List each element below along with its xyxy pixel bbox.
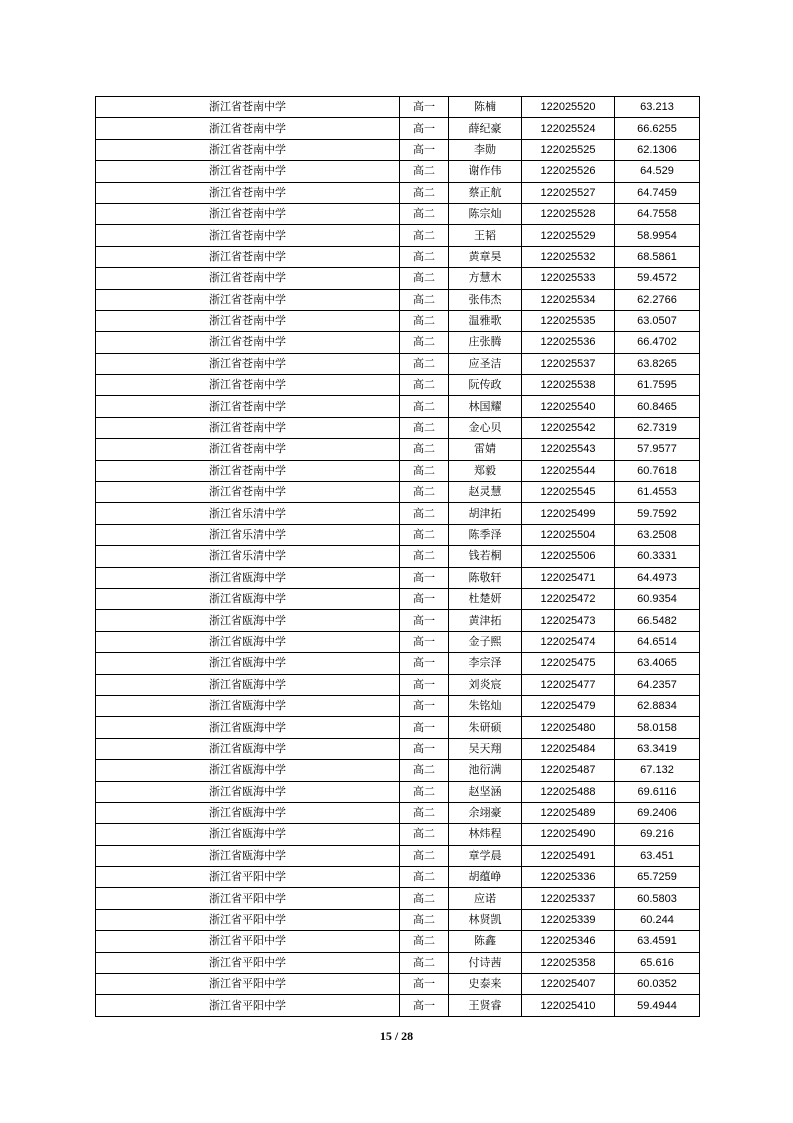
grade-cell: 高二: [400, 460, 449, 481]
grade-cell: 高二: [400, 867, 449, 888]
results-table-body: [96, 97, 700, 1017]
exam-id-cell: 122025358: [522, 952, 615, 973]
grade-cell: 高二: [400, 760, 449, 781]
exam-id-cell: 122025339: [522, 909, 615, 930]
school-cell: 浙江省平阳中学: [96, 995, 400, 1016]
score-cell: 66.5482: [615, 610, 700, 631]
school-cell: 浙江省苍南中学: [96, 268, 400, 289]
table-row: [96, 310, 700, 331]
exam-id-cell: 122025471: [522, 567, 615, 588]
score-cell: 69.216: [615, 824, 700, 845]
school-cell: 浙江省苍南中学: [96, 182, 400, 203]
grade-cell: 高二: [400, 203, 449, 224]
school-cell: 浙江省乐清中学: [96, 546, 400, 567]
exam-id-cell: 122025336: [522, 867, 615, 888]
student-name-cell: 章学晨: [449, 845, 522, 866]
table-row: [96, 567, 700, 588]
grade-cell: 高二: [400, 824, 449, 845]
score-cell: 66.4702: [615, 332, 700, 353]
student-name-cell: 王韬: [449, 225, 522, 246]
table-row: [96, 503, 700, 524]
school-cell: 浙江省瓯海中学: [96, 717, 400, 738]
student-name-cell: 林国耀: [449, 396, 522, 417]
student-name-cell: 陈季泽: [449, 524, 522, 545]
score-cell: 65.7259: [615, 867, 700, 888]
grade-cell: 高一: [400, 995, 449, 1016]
school-cell: 浙江省瓯海中学: [96, 674, 400, 695]
table-row: [96, 588, 700, 609]
exam-id-cell: 122025520: [522, 97, 615, 118]
table-row: [96, 610, 700, 631]
school-cell: 浙江省苍南中学: [96, 439, 400, 460]
exam-id-cell: 122025506: [522, 546, 615, 567]
grade-cell: 高二: [400, 182, 449, 203]
exam-id-cell: 122025538: [522, 375, 615, 396]
score-cell: 64.7558: [615, 203, 700, 224]
exam-id-cell: 122025504: [522, 524, 615, 545]
student-name-cell: 陈楠: [449, 97, 522, 118]
score-cell: 63.451: [615, 845, 700, 866]
grade-cell: 高二: [400, 546, 449, 567]
school-cell: 浙江省瓯海中学: [96, 738, 400, 759]
school-cell: 浙江省瓯海中学: [96, 781, 400, 802]
score-cell: 62.8834: [615, 695, 700, 716]
school-cell: 浙江省瓯海中学: [96, 824, 400, 845]
score-cell: 64.4973: [615, 567, 700, 588]
grade-cell: 高二: [400, 909, 449, 930]
grade-cell: 高二: [400, 845, 449, 866]
grade-cell: 高二: [400, 482, 449, 503]
table-row: [96, 482, 700, 503]
score-cell: 61.4553: [615, 482, 700, 503]
student-name-cell: 应诺: [449, 888, 522, 909]
table-row: [96, 952, 700, 973]
student-name-cell: 薛纪豪: [449, 118, 522, 139]
exam-id-cell: 122025536: [522, 332, 615, 353]
score-cell: 64.6514: [615, 631, 700, 652]
score-cell: 67.132: [615, 760, 700, 781]
score-cell: 64.529: [615, 161, 700, 182]
student-name-cell: 金心贝: [449, 417, 522, 438]
table-row: [96, 439, 700, 460]
school-cell: 浙江省瓯海中学: [96, 695, 400, 716]
score-cell: 68.5861: [615, 246, 700, 267]
table-row: [96, 738, 700, 759]
table-row: [96, 631, 700, 652]
student-name-cell: 蔡正航: [449, 182, 522, 203]
score-cell: 62.7319: [615, 417, 700, 438]
school-cell: 浙江省苍南中学: [96, 375, 400, 396]
table-row: [96, 546, 700, 567]
score-cell: 63.8265: [615, 353, 700, 374]
school-cell: 浙江省苍南中学: [96, 118, 400, 139]
student-name-cell: 雷婧: [449, 439, 522, 460]
grade-cell: 高二: [400, 888, 449, 909]
school-cell: 浙江省苍南中学: [96, 396, 400, 417]
table-row: [96, 717, 700, 738]
student-name-cell: 王贤睿: [449, 995, 522, 1016]
grade-cell: 高二: [400, 225, 449, 246]
school-cell: 浙江省平阳中学: [96, 909, 400, 930]
grade-cell: 高二: [400, 524, 449, 545]
table-row: [96, 332, 700, 353]
school-cell: 浙江省苍南中学: [96, 460, 400, 481]
table-row: [96, 974, 700, 995]
student-name-cell: 金子熙: [449, 631, 522, 652]
score-cell: 59.4572: [615, 268, 700, 289]
score-cell: 69.2406: [615, 802, 700, 823]
school-cell: 浙江省平阳中学: [96, 888, 400, 909]
grade-cell: 高二: [400, 268, 449, 289]
student-name-cell: 李勋: [449, 139, 522, 160]
student-name-cell: 赵灵慧: [449, 482, 522, 503]
exam-id-cell: 122025533: [522, 268, 615, 289]
table-row: [96, 417, 700, 438]
exam-id-cell: 122025474: [522, 631, 615, 652]
score-cell: 61.7595: [615, 375, 700, 396]
score-cell: 63.2508: [615, 524, 700, 545]
school-cell: 浙江省苍南中学: [96, 332, 400, 353]
grade-cell: 高一: [400, 139, 449, 160]
table-row: [96, 182, 700, 203]
school-cell: 浙江省苍南中学: [96, 161, 400, 182]
page-number: 15 / 28: [379, 1029, 414, 1043]
score-cell: 60.244: [615, 909, 700, 930]
school-cell: 浙江省瓯海中学: [96, 653, 400, 674]
grade-cell: 高二: [400, 375, 449, 396]
table-row: [96, 375, 700, 396]
exam-id-cell: 122025528: [522, 203, 615, 224]
exam-id-cell: 122025529: [522, 225, 615, 246]
table-row: [96, 118, 700, 139]
student-name-cell: 赵坚涵: [449, 781, 522, 802]
exam-id-cell: 122025346: [522, 931, 615, 952]
school-cell: 浙江省苍南中学: [96, 417, 400, 438]
exam-id-cell: 122025490: [522, 824, 615, 845]
table-row: [96, 225, 700, 246]
score-cell: 60.9354: [615, 588, 700, 609]
student-name-cell: 胡蕴峥: [449, 867, 522, 888]
exam-id-cell: 122025491: [522, 845, 615, 866]
exam-id-cell: 122025525: [522, 139, 615, 160]
school-cell: 浙江省平阳中学: [96, 931, 400, 952]
grade-cell: 高二: [400, 931, 449, 952]
school-cell: 浙江省乐清中学: [96, 503, 400, 524]
grade-cell: 高一: [400, 118, 449, 139]
grade-cell: 高二: [400, 332, 449, 353]
score-cell: 63.213: [615, 97, 700, 118]
grade-cell: 高一: [400, 610, 449, 631]
score-cell: 60.3331: [615, 546, 700, 567]
table-row: [96, 845, 700, 866]
school-cell: 浙江省苍南中学: [96, 289, 400, 310]
school-cell: 浙江省苍南中学: [96, 353, 400, 374]
student-name-cell: 吴天翔: [449, 738, 522, 759]
exam-id-cell: 122025543: [522, 439, 615, 460]
student-name-cell: 陈敬轩: [449, 567, 522, 588]
grade-cell: 高二: [400, 246, 449, 267]
score-cell: 64.7459: [615, 182, 700, 203]
score-cell: 60.0352: [615, 974, 700, 995]
grade-cell: 高一: [400, 974, 449, 995]
exam-id-cell: 122025542: [522, 417, 615, 438]
table-row: [96, 995, 700, 1016]
student-name-cell: 陈宗灿: [449, 203, 522, 224]
school-cell: 浙江省苍南中学: [96, 97, 400, 118]
table-row: [96, 781, 700, 802]
school-cell: 浙江省苍南中学: [96, 225, 400, 246]
student-name-cell: 杜楚妍: [449, 588, 522, 609]
table-row: [96, 824, 700, 845]
exam-id-cell: 122025479: [522, 695, 615, 716]
student-name-cell: 林炜程: [449, 824, 522, 845]
score-cell: 60.5803: [615, 888, 700, 909]
school-cell: 浙江省平阳中学: [96, 974, 400, 995]
student-name-cell: 史泰来: [449, 974, 522, 995]
exam-id-cell: 122025473: [522, 610, 615, 631]
grade-cell: 高一: [400, 567, 449, 588]
student-name-cell: 庄张腾: [449, 332, 522, 353]
table-row: [96, 931, 700, 952]
student-name-cell: 阮传政: [449, 375, 522, 396]
school-cell: 浙江省瓯海中学: [96, 567, 400, 588]
exam-id-cell: 122025499: [522, 503, 615, 524]
table-row: [96, 695, 700, 716]
student-name-cell: 黄章昊: [449, 246, 522, 267]
school-cell: 浙江省平阳中学: [96, 952, 400, 973]
table-row: [96, 203, 700, 224]
results-table: [95, 96, 700, 1017]
school-cell: 浙江省苍南中学: [96, 139, 400, 160]
exam-id-cell: 122025532: [522, 246, 615, 267]
score-cell: 63.3419: [615, 738, 700, 759]
school-cell: 浙江省乐清中学: [96, 524, 400, 545]
score-cell: 59.7592: [615, 503, 700, 524]
exam-id-cell: 122025540: [522, 396, 615, 417]
grade-cell: 高一: [400, 738, 449, 759]
student-name-cell: 郑毅: [449, 460, 522, 481]
school-cell: 浙江省瓯海中学: [96, 802, 400, 823]
grade-cell: 高一: [400, 588, 449, 609]
table-row: [96, 674, 700, 695]
score-cell: 63.4591: [615, 931, 700, 952]
score-cell: 58.9954: [615, 225, 700, 246]
exam-id-cell: 122025484: [522, 738, 615, 759]
school-cell: 浙江省苍南中学: [96, 203, 400, 224]
exam-id-cell: 122025544: [522, 460, 615, 481]
exam-id-cell: 122025524: [522, 118, 615, 139]
table-row: [96, 268, 700, 289]
school-cell: 浙江省瓯海中学: [96, 631, 400, 652]
exam-id-cell: 122025475: [522, 653, 615, 674]
score-cell: 63.0507: [615, 310, 700, 331]
student-name-cell: 方慧木: [449, 268, 522, 289]
score-cell: 60.8465: [615, 396, 700, 417]
score-cell: 64.2357: [615, 674, 700, 695]
table-row: [96, 760, 700, 781]
exam-id-cell: 122025480: [522, 717, 615, 738]
table-row: [96, 289, 700, 310]
exam-id-cell: 122025526: [522, 161, 615, 182]
exam-id-cell: 122025407: [522, 974, 615, 995]
table-row: [96, 888, 700, 909]
score-cell: 66.6255: [615, 118, 700, 139]
grade-cell: 高二: [400, 417, 449, 438]
grade-cell: 高二: [400, 802, 449, 823]
student-name-cell: 朱铭灿: [449, 695, 522, 716]
grade-cell: 高一: [400, 97, 449, 118]
grade-cell: 高二: [400, 439, 449, 460]
table-row: [96, 909, 700, 930]
score-cell: 63.4065: [615, 653, 700, 674]
grade-cell: 高二: [400, 503, 449, 524]
student-name-cell: 温雅歌: [449, 310, 522, 331]
score-cell: 59.4944: [615, 995, 700, 1016]
exam-id-cell: 122025472: [522, 588, 615, 609]
school-cell: 浙江省苍南中学: [96, 310, 400, 331]
score-cell: 69.6116: [615, 781, 700, 802]
table-row: [96, 867, 700, 888]
table-row: [96, 161, 700, 182]
student-name-cell: 应圣洁: [449, 353, 522, 374]
exam-id-cell: 122025477: [522, 674, 615, 695]
grade-cell: 高一: [400, 674, 449, 695]
school-cell: 浙江省瓯海中学: [96, 610, 400, 631]
grade-cell: 高二: [400, 396, 449, 417]
grade-cell: 高一: [400, 695, 449, 716]
table-row: [96, 802, 700, 823]
student-name-cell: 谢作伟: [449, 161, 522, 182]
exam-id-cell: 122025488: [522, 781, 615, 802]
exam-id-cell: 122025545: [522, 482, 615, 503]
table-row: [96, 460, 700, 481]
student-name-cell: 朱研硕: [449, 717, 522, 738]
table-row: [96, 524, 700, 545]
score-cell: 58.0158: [615, 717, 700, 738]
grade-cell: 高二: [400, 781, 449, 802]
score-cell: 60.7618: [615, 460, 700, 481]
school-cell: 浙江省瓯海中学: [96, 760, 400, 781]
grade-cell: 高二: [400, 161, 449, 182]
student-name-cell: 钱若桐: [449, 546, 522, 567]
exam-id-cell: 122025535: [522, 310, 615, 331]
grade-cell: 高二: [400, 289, 449, 310]
school-cell: 浙江省苍南中学: [96, 482, 400, 503]
student-name-cell: 黄津拓: [449, 610, 522, 631]
table-row: [96, 353, 700, 374]
score-cell: 57.9577: [615, 439, 700, 460]
grade-cell: 高二: [400, 952, 449, 973]
table-row: [96, 653, 700, 674]
school-cell: 浙江省瓯海中学: [96, 588, 400, 609]
student-name-cell: 胡津拓: [449, 503, 522, 524]
student-name-cell: 刘炎宸: [449, 674, 522, 695]
table-row: [96, 246, 700, 267]
table-row: [96, 97, 700, 118]
table-row: [96, 139, 700, 160]
student-name-cell: 李宗泽: [449, 653, 522, 674]
exam-id-cell: 122025527: [522, 182, 615, 203]
table-row: [96, 396, 700, 417]
grade-cell: 高一: [400, 653, 449, 674]
grade-cell: 高二: [400, 310, 449, 331]
exam-id-cell: 122025337: [522, 888, 615, 909]
grade-cell: 高一: [400, 631, 449, 652]
student-name-cell: 池衍满: [449, 760, 522, 781]
school-cell: 浙江省平阳中学: [96, 867, 400, 888]
score-cell: 62.1306: [615, 139, 700, 160]
grade-cell: 高一: [400, 717, 449, 738]
exam-id-cell: 122025537: [522, 353, 615, 374]
grade-cell: 高二: [400, 353, 449, 374]
school-cell: 浙江省瓯海中学: [96, 845, 400, 866]
school-cell: 浙江省苍南中学: [96, 246, 400, 267]
exam-id-cell: 122025534: [522, 289, 615, 310]
exam-id-cell: 122025489: [522, 802, 615, 823]
exam-id-cell: 122025487: [522, 760, 615, 781]
student-name-cell: 林贤凯: [449, 909, 522, 930]
score-cell: 65.616: [615, 952, 700, 973]
score-cell: 62.2766: [615, 289, 700, 310]
exam-id-cell: 122025410: [522, 995, 615, 1016]
student-name-cell: 付诗茜: [449, 952, 522, 973]
student-name-cell: 余翊豪: [449, 802, 522, 823]
student-name-cell: 张伟杰: [449, 289, 522, 310]
student-name-cell: 陈鑫: [449, 931, 522, 952]
